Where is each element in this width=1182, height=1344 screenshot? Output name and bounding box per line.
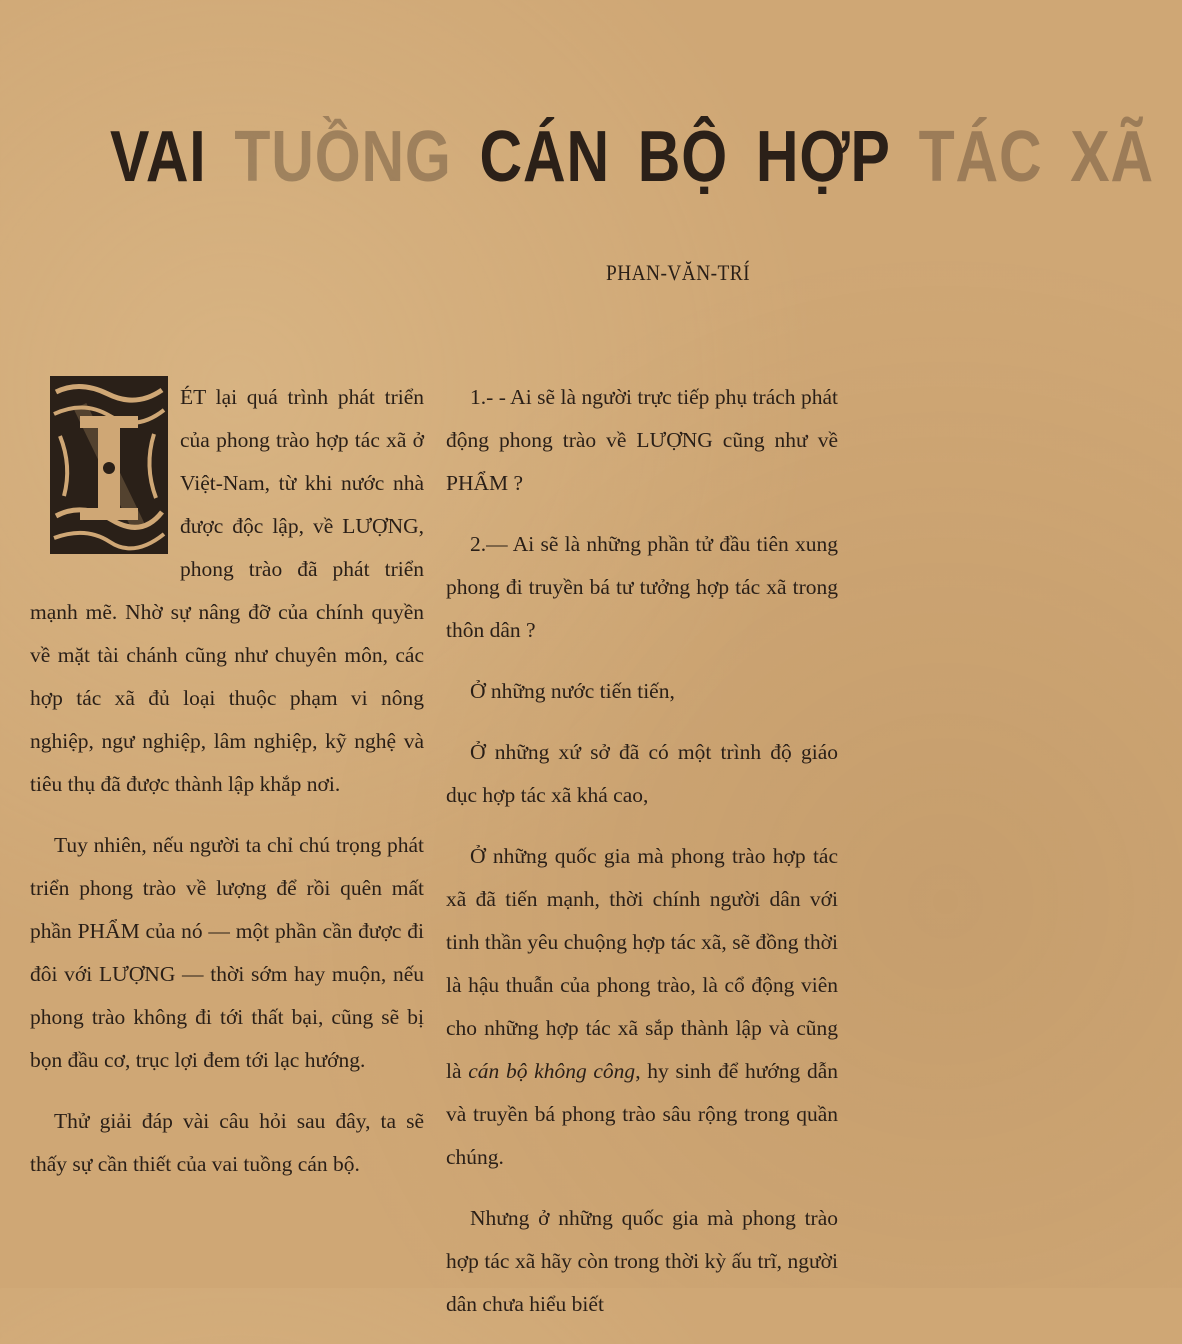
title-word: CÁN: [479, 117, 610, 197]
title-word: TÁC: [918, 117, 1043, 197]
paragraph: 2.— Ai sẽ là những phần tử đầu tiên xung phong đi truyền bá tư tưởng hợp tác xã trong thôn dân ?: [446, 532, 838, 642]
paragraph: Ở những xứ sở đã có một trình độ giáo dục hợp tác xã khá cao,: [446, 740, 838, 807]
paragraph: Nhưng ở những quốc gia mà phong trào hợp tác xã hãy còn trong thời kỳ ấu trĩ, người dân chưa hiểu biết: [446, 1206, 838, 1316]
drop-cap: [50, 376, 168, 554]
text-run: , hy sinh để hướng dẫn và truyền bá phong trào sâu rộng trong quần chúng.: [446, 1059, 838, 1169]
italic-phrase: cán bộ không công: [468, 1059, 636, 1083]
text-run: Ở những quốc gia mà phong trào hợp tác xã đã tiến mạnh, thời chính người dân với tinh thần yêu chuộng hợp tác xã, sẽ đồng thời là hậu thuẫn của phong trào, là cổ động viên cho những hợp tác xã sắp thành lập và cũng là: [446, 844, 838, 1083]
paragraph: Ở những nước tiến tiến,: [470, 679, 675, 703]
title-word: BỘ: [637, 117, 729, 197]
title-word: XÃ: [1070, 117, 1154, 197]
paragraph: 1.- - Ai sẽ là người trực tiếp phụ trách phát động phong trào về LƯỢNG cũng như về PHẨM ?: [446, 385, 838, 495]
paragraph: Tuy nhiên, nếu người ta chỉ chú trọng phát triển phong trào về lượng để rồi quên mất phần PHẨM của nó — một phần cần được đi đôi với LƯỢNG — thời sớm hay muộn, nếu phong trào không đi tới thất bại, cũng sẽ bị bọn đầu cơ, trục lợi đem tới lạc hướng.: [30, 833, 424, 1072]
article-title: [110, 112, 1154, 202]
title-word: VAI: [110, 117, 207, 197]
paragraph: Thử giải đáp vài câu hỏi sau đây, ta sẽ thấy sự cần thiết của vai tuồng cán bộ.: [30, 1109, 424, 1176]
left-column: [30, 376, 424, 1204]
paragraph: [446, 835, 838, 1179]
paragraph: ÉT lại quá trình phát triển của phong trào hợp tác xã ở Việt-Nam, từ khi nước nhà được độc lập, về LƯỢNG, phong trào đã phát triển mạnh mẽ. Nhờ sự nâng đỡ của chính quyền về mặt tài chánh cũng như chuyên môn, các hợp tác xã đủ loại thuộc phạm vi nông nghiệp, ngư nghiệp, lâm nghiệp, kỹ nghệ và tiêu thụ đã được thành lập khắp nơi.: [30, 385, 424, 796]
title-word: TUỒNG: [234, 117, 452, 197]
title-word: HỢP: [755, 117, 891, 197]
ornamental-x-icon: [50, 376, 168, 554]
author-byline: PHAN-VĂN-TRÍ: [606, 260, 751, 285]
right-column: [446, 376, 838, 1344]
